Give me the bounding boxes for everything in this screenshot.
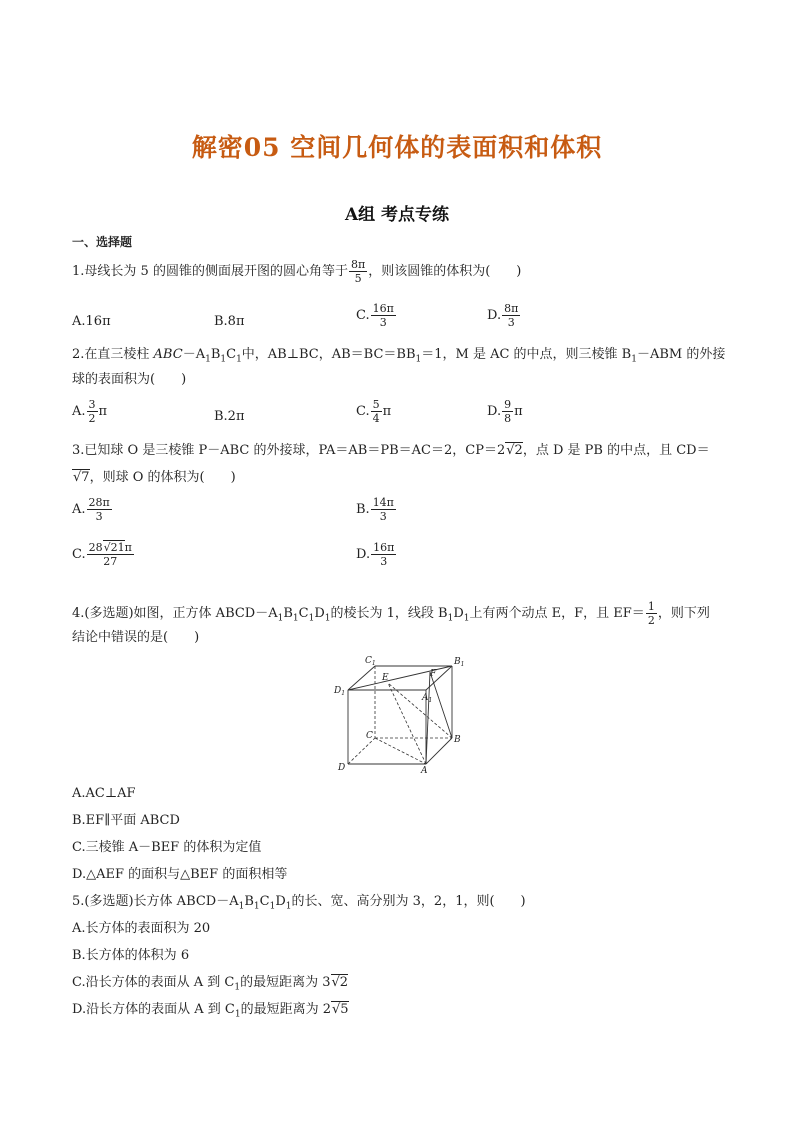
edge-a-b	[426, 738, 452, 764]
q5-option-b: B.长方体的体积为 6	[72, 948, 190, 963]
label-b: B	[454, 735, 461, 745]
q4-option-d: D.△AEF 的面积与△BEF 的面积相等	[72, 867, 288, 882]
label-e: E	[382, 673, 389, 683]
q4-option-a: A.AC⊥AF	[72, 786, 136, 801]
label-b1: $B_1$	[454, 657, 465, 668]
segment-bf	[430, 672, 452, 738]
q5-option-d: D.沿长方体的表面从 A 到 $C_1$的最短距离为 2√5	[72, 1002, 349, 1020]
section-heading: 一、选择题	[72, 235, 133, 249]
edge-d1-c1	[348, 666, 375, 690]
edge-d-c-hidden	[348, 738, 375, 764]
label-d: D	[338, 763, 346, 773]
q3-stem-line2: √7，则球 O 的体积为( )	[73, 470, 236, 485]
q1-option-d: D. $\frac{8\pi}{3}$	[487, 302, 519, 329]
q3-option-b: B. $\frac{14\pi}{3}$	[356, 496, 394, 523]
label-a1: $A_1$	[422, 693, 433, 704]
q2-option-a: A. $\frac{3}{2}$ π	[72, 398, 108, 425]
q2-stem-line1: 2.在直三棱柱 $ABC-A_1B_1C_1$中，AB⊥BC，$AB=BC=BB_1=1$，M 是 AC 的中点，则三棱锥 $B_1-ABM$ 的外接	[72, 347, 726, 365]
label-f: F	[430, 669, 437, 679]
q5-stem: 5.(多选题)长方体 $ABCD-A_1B_1C_1D_1$的长、宽、高分别为 3，2，1，则( )	[72, 894, 526, 912]
q3-option-d: D. $\frac{16\pi}{3}$	[356, 541, 395, 568]
label-d1: $D_1$	[334, 686, 346, 697]
q3-option-c: C. $\frac{28√21\pi}{27}$	[72, 541, 132, 568]
q2-option-d: D. $\frac{9}{8}$ π	[487, 398, 523, 425]
q2-option-b: B.2π	[214, 409, 245, 424]
q1-stem-fraction: $\frac{8\pi}{5}$	[350, 258, 366, 285]
q3-option-a: A. $\frac{28\pi}{3}$	[72, 496, 110, 523]
q4-stem-line2: 结论中错误的是( )	[72, 630, 200, 645]
cube-diagram	[330, 652, 470, 774]
label-c1: $C_1$	[365, 656, 376, 667]
page-title: 解密05 空间几何体的表面积和体积	[191, 133, 603, 162]
q3-stem-line1: 3.已知球 O 是三棱锥 P－ABC 的外接球，PA＝AB＝PB＝AC＝2，CP＝2√2，点 D 是 PB 的中点，且 CD＝	[72, 443, 710, 458]
q5-option-a: A.长方体的表面积为 20	[72, 921, 211, 936]
q4-option-c: C.三棱锥 A－BEF 的体积为定值	[72, 840, 262, 855]
segment-af	[426, 672, 430, 764]
q1-option-b: B.8π	[214, 314, 245, 329]
label-c: C	[366, 731, 373, 741]
group-heading: A组 考点专练	[344, 205, 450, 225]
q2-option-c: C. $\frac{5}{4}$ π	[356, 398, 392, 425]
q4-stem-line1: 4.(多选题)如图，正方体 $ABCD-A_1B_1C_1D_1$的棱长为 1，线段 $B_1D_1$上有两个动点 E，F，且 EF＝ $\frac{1}{2}$ ，则下列	[72, 600, 710, 627]
q1-option-c: C. $\frac{16\pi}{3}$	[356, 302, 394, 329]
segment-b1d1	[348, 666, 452, 690]
q4-option-b: B.EF∥平面 ABCD	[72, 813, 180, 828]
q2-stem-line2: 球的表面积为( )	[72, 372, 187, 387]
q1-option-a: A.16π	[72, 314, 111, 329]
diag-ac-hidden	[375, 738, 426, 764]
q5-option-c: C.沿长方体的表面从 A 到 $C_1$的最短距离为 3√2	[72, 975, 349, 993]
label-a: A	[421, 766, 428, 774]
segment-ae-hidden	[388, 683, 426, 764]
q1-stem: 1.母线长为 5 的圆锥的侧面展开图的圆心角等于 $\frac{8\pi}{5}$ ，则该圆锥的体积为( )	[72, 258, 522, 285]
